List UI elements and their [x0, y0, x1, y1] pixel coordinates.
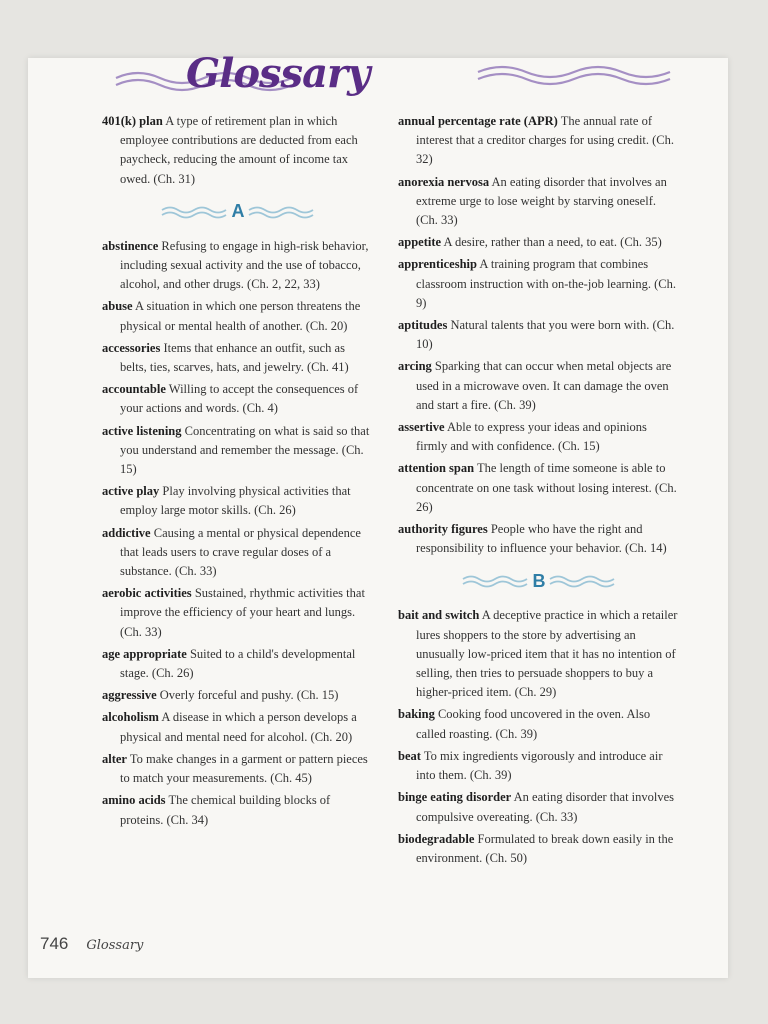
glossary-definition: An eating disorder that involves an extreme urge to lose weight by starving oneself. (Ch. 33) [416, 174, 667, 228]
glossary-definition: The chemical building blocks of proteins. (Ch. 34) [120, 793, 331, 827]
glossary-term: abuse [102, 299, 133, 314]
glossary-term: assertive [398, 420, 445, 435]
glossary-definition: Willing to accept the consequences of your actions and words. (Ch. 4) [120, 382, 359, 416]
glossary-definition: Suited to a child's developmental stage. (Ch. 26) [120, 646, 356, 681]
glossary-definition: A training program that combines classroom instruction with on-the-job learning. (Ch. 9) [416, 257, 677, 310]
page-number: 746 [40, 934, 69, 953]
glossary-entry [102, 708, 374, 746]
glossary-entry [102, 422, 374, 480]
glossary-definition: People who have the right and responsibility to influence your behavior. (Ch. 14) [416, 522, 667, 556]
glossary-definition: Natural talents that you were born with. (Ch. 10) [416, 318, 675, 352]
glossary-entry [398, 233, 680, 252]
glossary-term: baking [398, 707, 435, 722]
glossary-term: binge eating disorder [398, 790, 512, 805]
glossary-entry [102, 686, 374, 705]
glossary-term: aptitudes [398, 318, 448, 333]
page-title: Glossary [186, 50, 370, 97]
glossary-definition: A deceptive practice in which a retailer lures shoppers to the store by advertising an unusually low-priced item that it has no intention of selling, then tries to persuade shoppers to buy a higher-priced item. (Ch. 29) [416, 608, 678, 700]
glossary-definition: To make changes in a garment or pattern pieces to match your measurements. (Ch. 45) [120, 751, 368, 786]
glossary-term: arcing [398, 359, 432, 374]
glossary-term: annual percentage rate (APR) [398, 114, 558, 128]
glossary-term: alter [102, 751, 127, 766]
glossary-term: biodegradable [398, 831, 475, 846]
glossary-entry [398, 357, 680, 415]
glossary-entry [102, 482, 374, 520]
glossary-definition: Able to express your ideas and opinions firmly and with confidence. (Ch. 15) [416, 420, 647, 454]
glossary-entry [398, 418, 680, 456]
glossary-term: apprenticeship [398, 257, 477, 272]
glossary-entry [398, 830, 680, 868]
glossary-definition: A disease in which a person develops a physical and mental need for alcohol. (Ch. 20) [120, 710, 357, 744]
glossary-definition: Items that enhance an outfit, such as belts, ties, scarves, hats, and jewelry. (Ch. 41) [120, 340, 349, 375]
glossary-entry [102, 645, 374, 683]
glossary-entry [102, 380, 374, 418]
wave-ornament-right [474, 60, 674, 102]
glossary-definition: To mix ingredients vigorously and introduce air into them. (Ch. 39) [416, 748, 663, 783]
glossary-term: accountable [102, 382, 166, 397]
wave-ornament [548, 573, 618, 589]
glossary-definition: Refusing to engage in high-risk behavior, including sexual activity and the use of tobacco, alcohol, and other drugs. (Ch. 2, 22, 33) [120, 238, 369, 292]
glossary-term: aggressive [102, 688, 157, 703]
glossary-entry [398, 606, 680, 702]
glossary-term: aerobic activities [102, 586, 192, 601]
glossary-entry [102, 237, 374, 295]
glossary-term: addictive [102, 525, 151, 540]
glossary-definition: Concentrating on what is said so that you understand and remember the message. (Ch. 15) [120, 423, 370, 477]
glossary-definition: A situation in which one person threatens the physical or mental health of another. (Ch. 20) [120, 299, 361, 333]
glossary-definition: The annual rate of interest that a creditor charges for using credit. (Ch. 32) [416, 114, 675, 167]
glossary-entry [398, 316, 680, 354]
glossary-definition: Causing a mental or physical dependence that leads users to crave regular doses of a substance. (Ch. 33) [120, 525, 361, 579]
glossary-entry [102, 791, 374, 829]
glossary-entry [102, 112, 374, 189]
glossary-entry [102, 524, 374, 582]
glossary-definition: A type of retirement plan in which employee contributions are deducted from each paycheck, reducing the amount of income tax owed. (Ch. 31) [120, 114, 358, 186]
glossary-entry [102, 750, 374, 788]
glossary-term: accessories [102, 340, 161, 355]
glossary-entry [398, 705, 680, 743]
glossary-entry [102, 297, 374, 335]
glossary-entry [398, 173, 680, 231]
glossary-term: abstinence [102, 238, 159, 253]
glossary-term: active listening [102, 423, 182, 438]
glossary-entry [398, 520, 680, 558]
glossary-definition: The length of time someone is able to concentrate on one task without losing interest. (Ch. 26) [416, 461, 677, 514]
glossary-term: authority figures [398, 522, 488, 537]
glossary-entry [398, 788, 680, 826]
glossary-entry [102, 584, 374, 642]
glossary-entry [398, 112, 680, 170]
wave-ornament [160, 204, 230, 220]
section-divider-b [398, 562, 680, 600]
left-column [102, 112, 374, 833]
glossary-entry [398, 459, 680, 517]
glossary-term: alcoholism [102, 710, 159, 725]
wave-ornament [247, 204, 317, 220]
glossary-definition: An eating disorder that involves compulsive overeating. (Ch. 33) [416, 790, 675, 824]
glossary-term: bait and switch [398, 608, 480, 623]
glossary-term: beat [398, 748, 421, 763]
section-divider-a [102, 193, 374, 231]
glossary-definition: Overly forceful and pushy. (Ch. 15) [156, 688, 339, 703]
glossary-term: active play [102, 484, 160, 499]
glossary-definition: Play involving physical activities that employ large motor skills. (Ch. 26) [120, 484, 351, 518]
glossary-term: attention span [398, 461, 475, 476]
section-letter: B [532, 570, 546, 591]
right-column [398, 112, 680, 871]
glossary-term: 401(k) plan [102, 114, 163, 128]
glossary-entry [102, 339, 374, 377]
glossary-entry [398, 747, 680, 785]
glossary-definition: Sparking that can occur when metal objects are used in a microwave oven. It can damage the oven and start a fire. (Ch. 39) [416, 359, 672, 412]
glossary-definition: Sustained, rhythmic activities that improve the efficiency of your heart and lungs. (Ch. 33) [120, 586, 365, 639]
page-footer [40, 934, 143, 954]
glossary-term: appetite [398, 235, 442, 250]
glossary-term: anorexia nervosa [398, 174, 490, 189]
footer-title: Glossary [86, 938, 144, 953]
glossary-definition: A desire, rather than a need, to eat. (Ch. 35) [441, 235, 662, 250]
section-letter: A [231, 201, 245, 222]
glossary-definition: Formulated to break down easily in the environment. (Ch. 50) [416, 831, 674, 865]
glossary-entry [398, 255, 680, 313]
wave-ornament [461, 573, 531, 589]
glossary-definition: Cooking food uncovered in the oven. Also called roasting. (Ch. 39) [416, 707, 651, 741]
glossary-term: age appropriate [102, 646, 187, 661]
glossary-term: amino acids [102, 793, 166, 808]
